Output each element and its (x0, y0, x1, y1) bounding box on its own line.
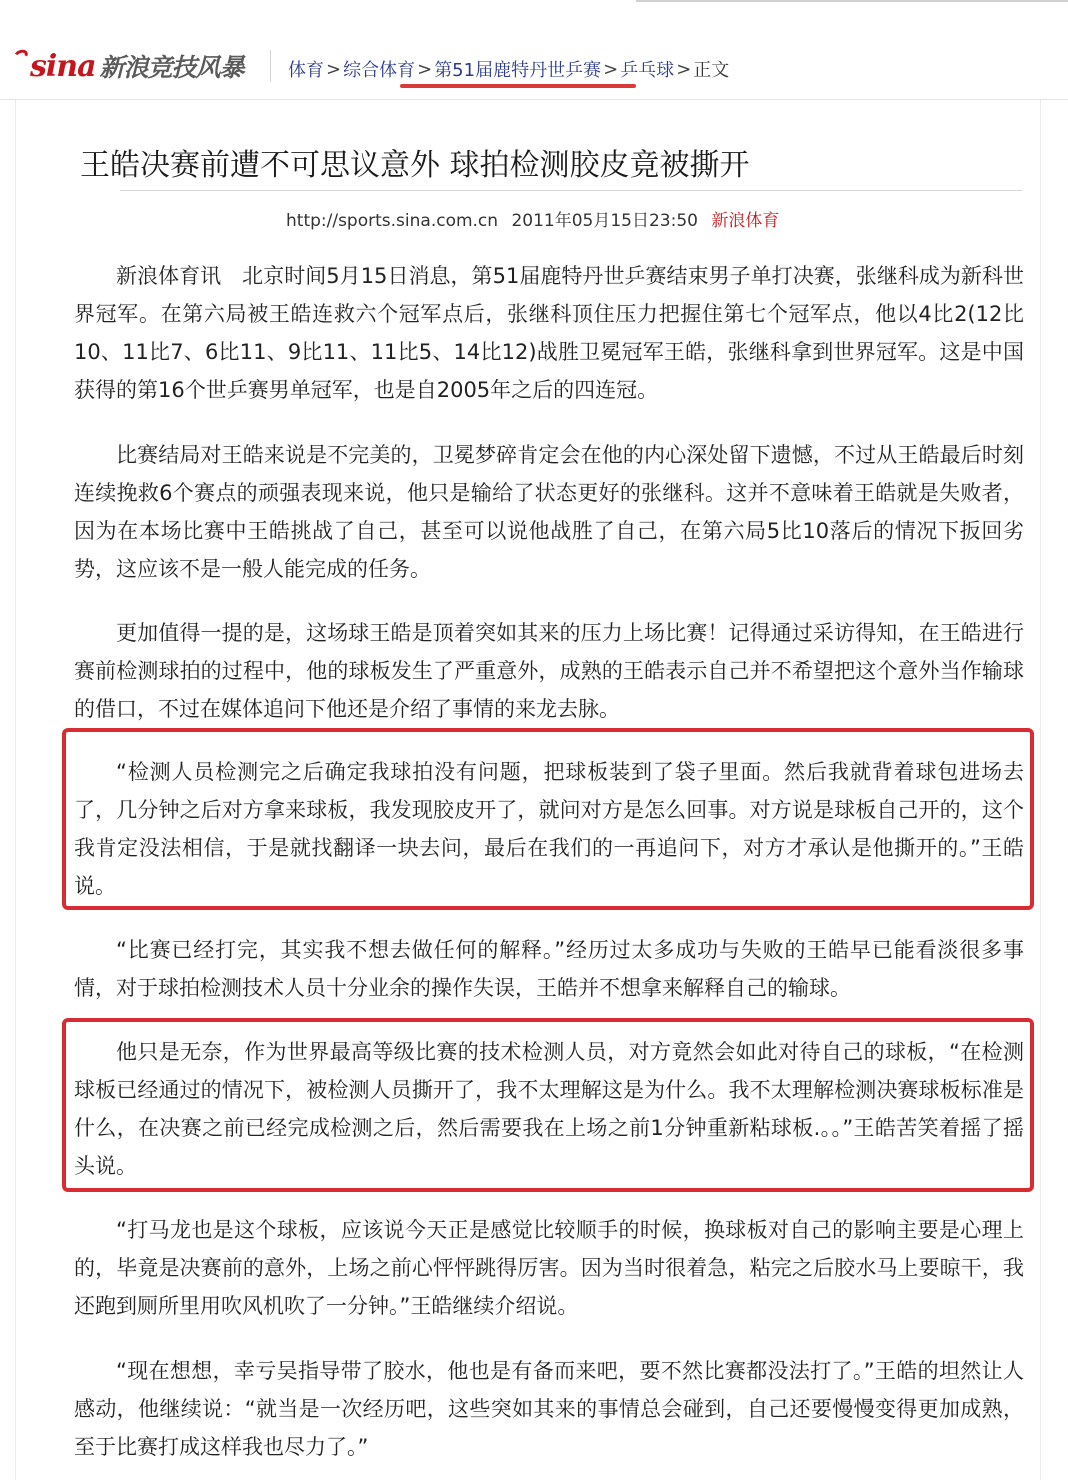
logo-channel-name: 新浪竞技风暴 (99, 53, 244, 82)
breadcrumb-separator: > (417, 58, 433, 80)
breadcrumb-item-wttc-rotterdam[interactable]: 第51届鹿特丹世乒赛 (434, 60, 602, 81)
article-paragraph: “现在想想，幸亏吴指导带了胶水，他也是有备而来吧，要不然比赛都没法打了。”王皓的坦然让人感动，他继续说：“就当是一次经历吧，这些突如其来的事情总会碰到，自己还要慢慢变得更加成熟，至于比赛打成这样我也尽力了。” (74, 1359, 1024, 1459)
breadcrumb-item-sports[interactable]: 体育 (288, 60, 324, 81)
annotation-highlight-box (62, 728, 1034, 910)
site-header (0, 0, 1068, 100)
article-meta (286, 206, 779, 231)
top-divider (636, 0, 1068, 2)
breadcrumb-item-table-tennis[interactable]: 乒乓球 (620, 60, 675, 81)
breadcrumb-separator: > (603, 58, 619, 80)
article-paragraph: “打马龙也是这个球板，应该说今天正是感觉比较顺手的时候，换球板对自己的影响主要是心理上的，毕竟是决赛前的意外，上场之前心怦怦跳得厉害。因为当时很着急，粘完之后胶水马上要晾干，我还跑到厕所里用吹风机吹了一分钟。”王皓继续介绍说。 (74, 1218, 1024, 1318)
article-paragraph: “比赛已经打完，其实我不想去做任何的解释。”经历过太多成功与失败的王皓早已能看淡很多事情，对于球拍检测技术人员十分业余的操作失误，王皓并不想拿来解释自己的输球。 (74, 938, 1024, 1000)
article-title: 王皓决赛前遭不可思议意外 球拍检测胶皮竟被撕开 (80, 148, 750, 183)
article-paragraph: 比赛结局对王皓来说是不完美的，卫冕梦碎肯定会在他的内心深处留下遗憾，不过从王皓最后时刻连续挽救6个赛点的顽强表现来说，他只是输给了状态更好的张继科。这并不意味着王皓就是失败者，因为在本场比赛中王皓挑战了自己，甚至可以说他战胜了自己，在第六局5比10落后的情况下扳回劣势，这应该不是一般人能完成的任务。 (74, 443, 1024, 581)
article-paragraph: “检测人员检测完之后确定我球拍没有问题，把球板装到了袋子里面。然后我就背着球包进场去了，几分钟之后对方拿来球板，我发现胶皮开了，就问对方是怎么回事。对方说是球板自己开的，这个我肯定没法相信，于是就找翻译一块去问，最后在我们的一再追问下，对方才承认是他撕开的。”王皓说。 (74, 760, 1024, 898)
breadcrumb (288, 55, 729, 83)
breadcrumb-separator: > (326, 58, 342, 80)
article-paragraph: 他只是无奈，作为世界最高等级比赛的技术检测人员，对方竟然会如此对待自己的球板，“在检测球板已经通过的情况下，被检测人员撕开了，我不太理解这是为什么。我不太理解检测决赛球板标准是什么，在决赛之前已经完成检测之后，然后需要我在上场之前1分钟重新粘球板.。。”王皓苦笑着摇了摇头说。 (74, 1040, 1024, 1178)
article-url[interactable]: http://sports.sina.com.cn (286, 211, 499, 231)
logo-brand: sina (30, 48, 96, 84)
annotation-underline (400, 84, 636, 88)
article-paragraph: 更加值得一提的是，这场球王皓是顶着突如其来的压力上场比赛！记得通过采访得知，在王皓进行赛前检测球拍的过程中，他的球板发生了严重意外，成熟的王皓表示自己并不希望把这个意外当作输球的借口，不过在媒体追问下他还是介绍了事情的来龙去脉。 (74, 621, 1024, 721)
article-datetime: 2011年05月15日23:50 (511, 211, 698, 231)
breadcrumb-item-current: 正文 (693, 60, 730, 81)
annotation-highlight-box (62, 1018, 1034, 1192)
breadcrumb-separator: > (676, 58, 692, 80)
article-paragraph: 新浪体育讯 北京时间5月15日消息，第51届鹿特丹世乒赛结束男子单打决赛，张继科成为新科世界冠军。在第六局被王皓连救六个冠军点后，张继科顶住压力把握住第七个冠军点，他以4比2(12比10、11比7、6比11、9比11、11比5、14比12)战胜卫冕冠军王皓，张继科拿到世界冠军。这是中国获得的第16个世乒赛男单冠军，也是自2005年之后的四连冠。 (74, 264, 1024, 402)
article-source-link[interactable]: 新浪体育 (711, 211, 780, 231)
sina-eye-icon (14, 50, 32, 64)
title-divider (120, 190, 1022, 191)
breadcrumb-item-general-sports[interactable]: 综合体育 (343, 60, 416, 81)
header-divider (270, 50, 271, 82)
sina-logo[interactable] (14, 44, 244, 88)
